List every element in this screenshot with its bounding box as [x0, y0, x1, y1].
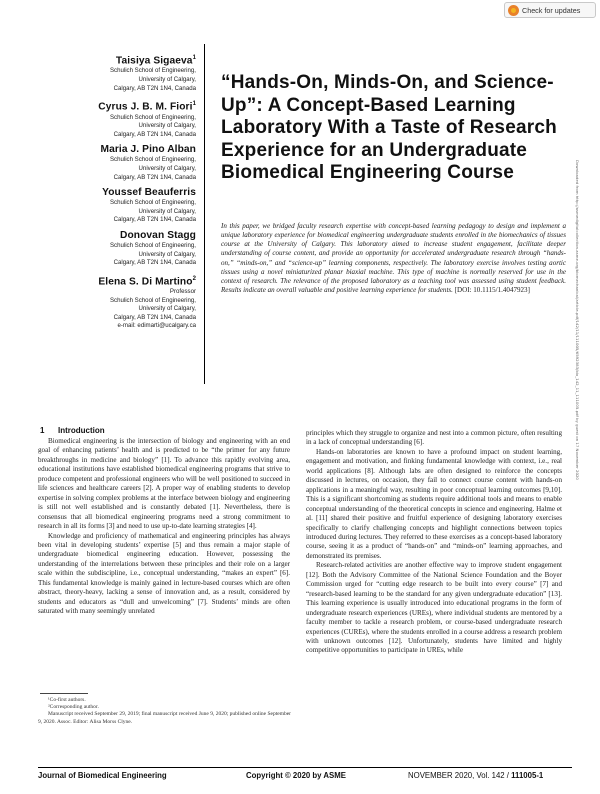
author-affiliation-line: Professor: [169, 288, 196, 296]
author-affiliation-line: Calgary, AB T2N 1N4, Canada: [113, 173, 196, 181]
author-list: [40, 52, 196, 336]
author-affiliation-line: Schulich School of Engineering,: [109, 199, 196, 207]
issue-date-volume: NOVEMBER 2020, Vol. 142 /: [408, 771, 509, 780]
footnote: ¹Co-first authors.: [48, 697, 86, 703]
author-affiliation-line: Schulich School of Engineering,: [109, 67, 196, 75]
author-affiliation-line: University of Calgary,: [138, 207, 196, 215]
doi-link[interactable]: [DOI: 10.1115/1.4047923]: [454, 286, 530, 295]
footer-divider: [38, 767, 572, 768]
abstract-text: In this paper, we bridged faculty research expertise with concept-based learning pedagogy to design and implement a unique laboratory experience for biomedical engineering undergraduate students enrolled in the biomechanics of tissues course at the University of Calgary. This laboratory aimed to increase student engagement, facilitate deeper understanding of course content, and provide an opportunity for accelerated undergraduate research through “hands-on,” “minds-on,” and “science-up” learning components, respectively. The laboratory exercise involves testing aortic tissues using a novel miniaturized planar biaxial machine. This type of machine is normally reserved for use in the context of research. The relevance of the proposed laboratory as a teaching tool was assessed using student feedback. Results indicate an overall valuable and positive learning experience for students.: [221, 222, 566, 295]
author-name: Donovan Stagg: [119, 229, 196, 241]
author-footnote-mark: 2: [192, 275, 196, 282]
page-number: 111005-1: [511, 771, 544, 780]
body-paragraph: Biomedical engineering is the intersection of biology and engineering with an end goal of enhancing patients’ health and is predicted to be “the primer for any future breakthroughs in medicine and biology” [1]. To advance this rapidly evolving area, educational institutions have established biomedical engineering programs that strive to produce competent and professional engineers who will be well positioned to succeed in life sciences and healthcare careers [2]. A proper way of enabling students to develop expertise in solving complex problems at the interface between biology and engineering is still not well established and is constantly debated [1]. Nevertheless, there is consensus that all biomedical engineering programs need a strong commitment to research in all its forms [3] and need to use up-to-date learning strategies [4].: [38, 437, 290, 531]
check-for-updates-badge[interactable]: [504, 2, 596, 18]
author-name: Maria J. Pino Alban: [100, 144, 196, 156]
author-affiliation-line: Schulich School of Engineering,: [109, 113, 196, 121]
footnote-divider: [40, 693, 88, 694]
author-affiliation-line: Calgary, AB T2N 1N4, Canada: [113, 216, 196, 224]
body-paragraph: Research-related activities are another effective way to improve student engagement [12]. Both the Advisory Committee of the National Science Foundation and the Boyer Commission urged for “cutting edge research to be built into every course” [7] and “research-based learning to be the standard for any given undergraduate education” [13]. This learning experience is usually introduced into educational programs in the form of undergraduate research experiences (UREs), where individual students are mentored by a faculty member to tackle a research problem, or course-based undergraduate research experiences (CUREs), where the students enrolled in a course address a research problem with unknown outcomes [12]. Unfortunately, students have limited and highly competitive opportunities to participate in UREs, while: [306, 561, 562, 655]
body-column-right: [306, 429, 562, 656]
section-heading: Introduction: [58, 426, 105, 435]
author-affiliation-line: University of Calgary,: [138, 75, 196, 83]
download-watermark: Downloaded from http://asmedigitalcollection.asme.org/biomechanical/article-pdf/142/11/111005/6592383/bio_142_11_111005.pdf by guest on 17 November 2020: [575, 160, 580, 480]
footnote: Manuscript received September 29, 2019; final manuscript received June 9, 2020; published online September 9, 2020. Assoc. Editor: Alisa Morss Clyne.: [38, 711, 292, 725]
author-affiliation-line: Schulich School of Engineering,: [109, 241, 196, 249]
footnotes: [38, 697, 294, 726]
author-name: Cyrus J. B. M. Fiori: [98, 101, 193, 113]
crossmark-icon: [508, 5, 519, 16]
body-column-left: [38, 437, 290, 617]
vertical-divider: [204, 44, 205, 384]
author-affiliation-line: Schulich School of Engineering,: [109, 296, 196, 304]
copyright-notice: Copyright © 2020 by ASME: [246, 771, 346, 780]
author-affiliation-line: Calgary, AB T2N 1N4, Canada: [113, 313, 196, 321]
body-paragraph: principles which they struggle to organize and nest into a common picture, often resulting in a lack of conceptual understanding [6].: [306, 429, 562, 447]
author-block: [40, 52, 196, 93]
author-affiliation-line: University of Calgary,: [138, 164, 196, 172]
author-name: Youssef Beauferris: [102, 187, 196, 199]
author-block: [40, 187, 196, 225]
issue-info: [408, 771, 543, 780]
author-affiliation-line: University of Calgary,: [138, 305, 196, 313]
footnote: ²Corresponding author.: [48, 704, 99, 711]
author-affiliation-line: Calgary, AB T2N 1N4, Canada: [113, 259, 196, 267]
author-block: [40, 98, 196, 139]
journal-name: Journal of Biomedical Engineering: [38, 771, 167, 780]
author-footnote-mark: 1: [192, 55, 196, 61]
author-block: [40, 230, 196, 268]
paper-title: “Hands-On, Minds-On, and Science-Up”: A Concept-Based Learning Laboratory With a Taste of Research Experience for an Undergraduate Biomedical Engineering Course: [221, 72, 557, 183]
author-affiliation-line: Calgary, AB T2N 1N4, Canada: [113, 130, 196, 138]
author-affiliation-line: Calgary, AB T2N 1N4, Canada: [113, 84, 196, 92]
author-name: Elena S. Di Martino: [98, 276, 193, 288]
author-affiliation-line: University of Calgary,: [138, 250, 196, 258]
author-footnote-mark: 1: [192, 101, 196, 108]
author-affiliation-line: Schulich School of Engineering,: [109, 156, 196, 164]
check-for-updates-label: Check for updates: [522, 5, 581, 15]
author-email[interactable]: e-mail: edimarti@ucalgary.ca: [117, 322, 196, 330]
section-number: 1: [40, 426, 45, 435]
author-block: [40, 144, 196, 182]
author-affiliation-line: University of Calgary,: [138, 122, 196, 130]
author-block: [40, 273, 196, 331]
body-paragraph: Knowledge and proficiency of mathematical and engineering principles has always been vital in developing students’ expertise [5] and thus remain a major staple of undergraduate biomedical engineering education. However, possessing the understanding of the interrelations between these principles and their role on a larger scale within the subdiscipline, i.e., conceptual understanding, “makes an expert” [6]. This fundamental knowledge is mainly gained in lecture-based courses which are often abstract, theory-heavy, lacking a sense of innovation and, as a result, considered by students and educators as “dull and unwelcoming” [7]. Students’ minds are often saturated with many seemingly unrelated: [38, 531, 290, 616]
abstract: [221, 222, 566, 295]
author-name: Taisiya Sigaeva: [115, 55, 193, 67]
body-paragraph: Hands-on laboratories are known to have a profound impact on student learning, engagement and motivation, and finking fundamental knowledge with context, i.e., real world applications [8]. Although labs are often designed to reinforce the concepts discussed in lectures, on occasion, they fail to connect course content with hands-on applications in a meaningful way, resulting in poor conceptual learning outcomes [9,10]. This is a significant shortcoming as students require additional tools and means to enable conceptual understanding of the theoretical concepts in science and engineering. Halme et al. [11] shared their positive and fruitful experience of designing laboratory exercises specifically to clarify challenging concepts and highlight connections between topics introduced during lectures. They referred to these exercises as a concept-based laboratory course, seeing it as a product of “hands-on” and “minds-on” learning approaches, and demonstrated its premises.: [306, 447, 562, 560]
